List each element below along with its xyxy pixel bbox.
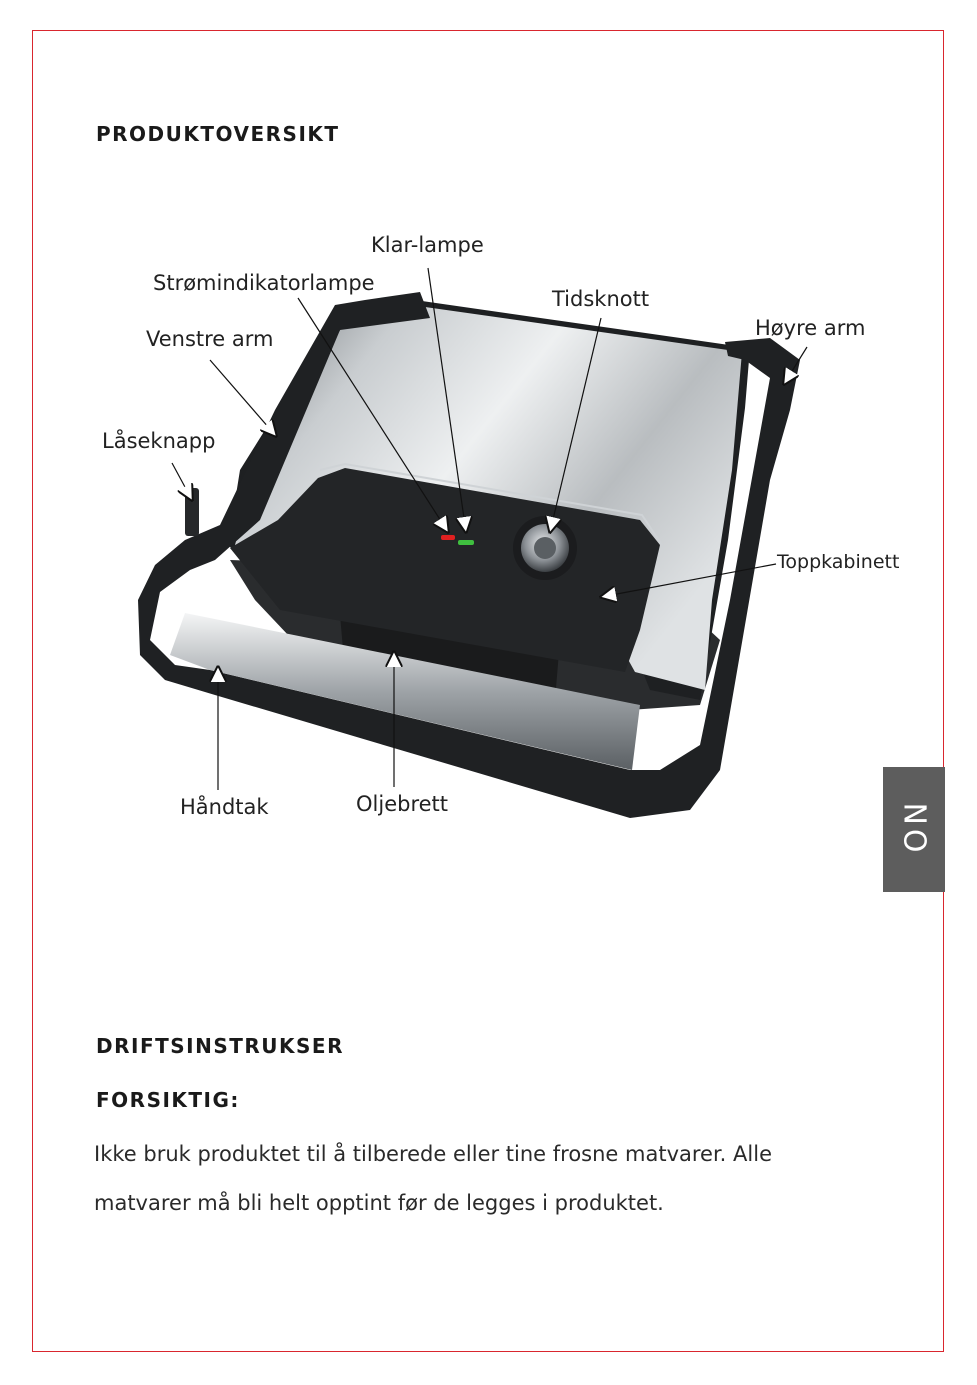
language-tab-label: NO bbox=[896, 802, 932, 857]
ready-lamp bbox=[458, 540, 474, 545]
lock-button bbox=[185, 488, 199, 536]
label-lock-button: Låseknapp bbox=[102, 429, 216, 453]
label-handle: Håndtak bbox=[180, 795, 269, 819]
label-right-arm: Høyre arm bbox=[755, 316, 866, 340]
label-top-cabinet: Toppkabinett bbox=[777, 551, 900, 573]
overview-heading: PRODUKTOVERSIKT bbox=[96, 122, 340, 146]
caution-heading: FORSIKTIG: bbox=[96, 1088, 240, 1112]
label-power-lamp: Strømindikatorlampe bbox=[153, 271, 375, 295]
label-ready-lamp: Klar-lampe bbox=[371, 233, 484, 257]
operating-heading: DRIFTSINSTRUKSER bbox=[96, 1034, 344, 1058]
caution-line-2: matvarer må bli helt opptint før de legges i produktet. bbox=[94, 1191, 664, 1215]
label-oil-tray: Oljebrett bbox=[356, 792, 449, 816]
label-timer-knob: Tidsknott bbox=[552, 287, 650, 311]
label-left-arm: Venstre arm bbox=[146, 327, 274, 351]
language-tab bbox=[883, 767, 945, 892]
power-lamp bbox=[441, 535, 455, 540]
caution-text bbox=[94, 1130, 854, 1228]
caution-line-1: Ikke bruk produktet til å tilberede eller tine frosne matvarer. Alle bbox=[94, 1142, 772, 1166]
